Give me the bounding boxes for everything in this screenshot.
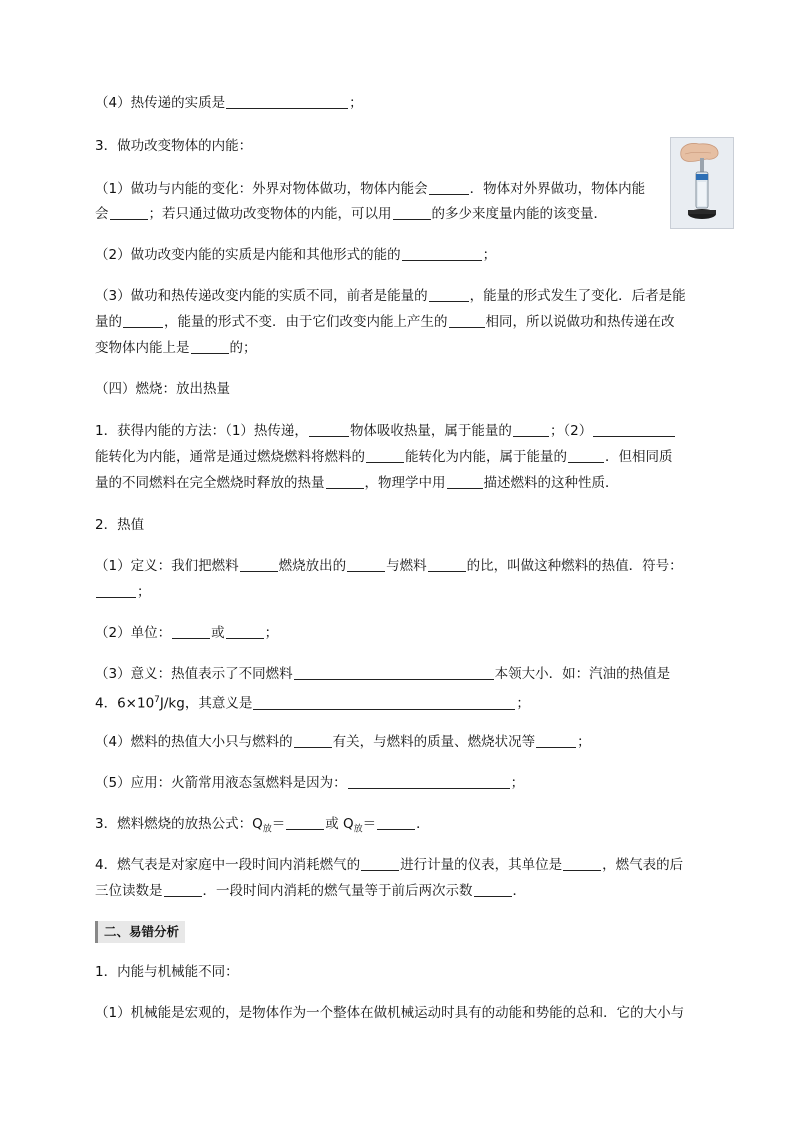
text-line: （4）热传递的实质是 ； [95,95,363,111]
blank-field [347,557,385,572]
text-line: （4）燃料的热值大小只与燃料的 有关，与燃料的质量、燃烧状况等 ； [95,734,591,750]
blank-field [172,624,210,639]
blank-field [474,882,512,897]
blank-field [393,205,431,220]
blank-field [536,733,576,748]
text-line: （2）做功改变内能的实质是内能和其他形式的能的 ； [95,247,497,263]
text-line: 三位读数是 ．一段时间内消耗的燃气量等于前后两次示数 ． [95,883,526,899]
blank-field [326,474,364,489]
text-line: 量的不同燃料在完全燃烧时释放的热量 ，物理学中用 描述燃料的这种性质． [95,475,619,491]
text-line: ； [95,582,151,602]
text-line: （1）机械能是宏观的，是物体作为一个整体在做机械运动时具有的动能和势能的总和．它的大小与 [95,1005,685,1021]
text-line: （3）意义：热值表示了不同燃料 本领大小．如：汽油的热值是 [95,666,671,682]
compression-tube-image [670,137,734,229]
section-tag: 二、易错分析 [95,921,185,943]
blank-field [402,246,482,261]
blank-field [110,205,148,220]
text-line: 变物体内能上是 的； [95,340,257,356]
blank-field [240,557,278,572]
section-heading: （四）燃烧：放出热量 [95,381,230,397]
text-line: （1）做功与内能的变化：外界对物体做功，物体内能会 ．物体对外界做功，物体内能 [95,181,646,197]
syringe-illustration [671,138,733,228]
blank-field [309,422,349,437]
blank-field [366,448,404,463]
text-line: 量的 ，能量的形式不变．由于它们改变内能上产生的 相同，所以说做功和热传递在改 [95,314,675,330]
blank-field [568,448,604,463]
text-line: （2）单位： 或 ； [95,625,279,641]
blank-field [226,94,348,109]
text-line: 1．获得内能的方法：（1）热传递， 物体吸收热量，属于能量的 ；（2） [95,421,676,441]
blank-field [563,856,601,871]
blank-field [286,815,324,830]
blank-field [377,815,415,830]
text-line: 能转化为内能，通常是通过燃烧燃料将燃料的 能转化为内能，属于能量的 ．但相同质 [95,449,673,465]
blank-field [226,624,264,639]
blank-field [191,339,229,354]
blank-field [164,882,202,897]
blank-field [294,733,332,748]
blank-field [348,774,510,789]
blank-field [96,583,136,598]
blank-field [361,856,399,871]
formula-line: 3．燃料燃烧的放热公式：$Q_放=$ 或 $Q_放=$ ． [95,816,430,835]
text-line: 4．$6\times 10^7J/kg$，其意义是 ； [95,695,530,712]
blank-field [429,180,469,195]
blank-field [253,695,515,710]
blank-field [593,422,675,437]
text-line: 会 ；若只通过做功改变物体的内能，可以用 的多少来度量内能的该变量． [95,206,607,222]
blank-field [294,665,494,680]
text-line: 1．内能与机械能不同： [95,964,239,980]
blank-field [447,474,483,489]
text-line: 4．燃气表是对家庭中一段时间内消耗燃气的 进行计量的仪表，其单位是 ，燃气表的后 [95,857,684,873]
blank-field [513,422,549,437]
blank-field [449,313,485,328]
text-line: （5）应用：火箭常用液态氢燃料是因为： ； [95,775,525,791]
blank-field [429,287,469,302]
blank-field [428,557,466,572]
text-line: 3．做功改变物体的内能： [95,138,253,154]
text-line: 2．热值 [95,517,145,533]
text-line: （3）做功和热传递改变内能的实质不同，前者是能量的 ，能量的形式发生了变化．后者是能 [95,288,686,304]
text-line: （1）定义：我们把燃料 燃烧放出的 与燃料 的比，叫做这种燃料的热值．符号： [95,558,683,574]
blank-field [123,313,163,328]
